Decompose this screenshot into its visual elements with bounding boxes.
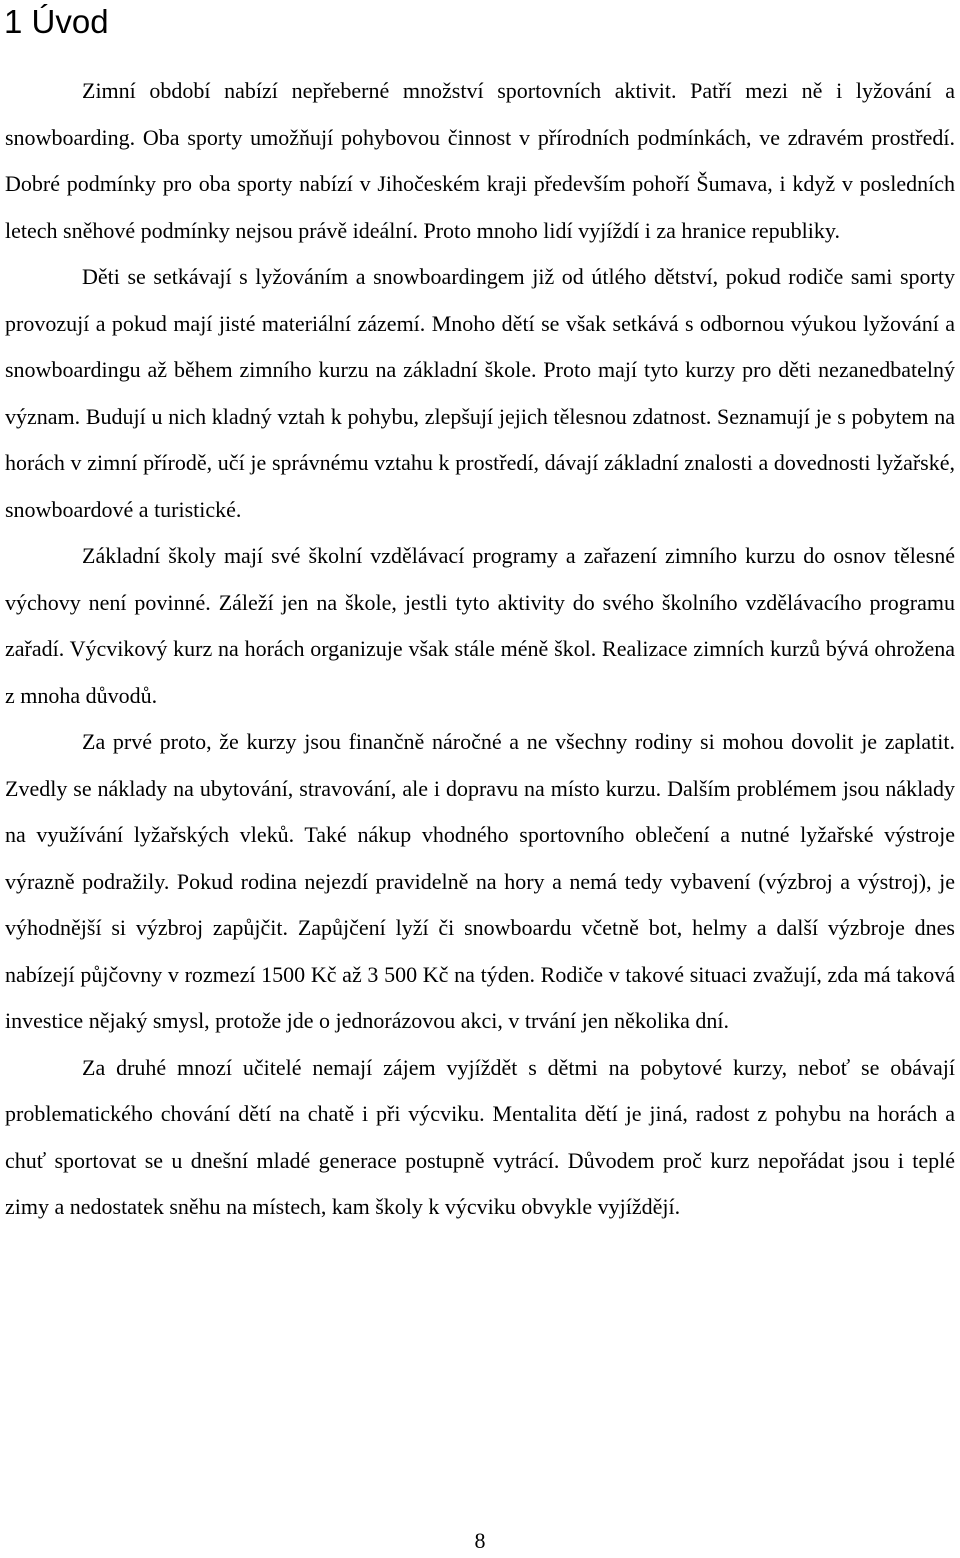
body-text bbox=[5, 68, 955, 1231]
page-number: 8 bbox=[474, 1528, 486, 1553]
paragraph-children-experience: Děti se setkávají s lyžováním a snowboardingem již od útlého dětství, pokud rodiče sami sporty provozují a pokud mají jisté materiální zázemí. Mnoho dětí se však setkává s odbornou výukou lyžování a snowboardingu až během zimního kurzu na základní škole. Proto mají tyto kurzy pro děti nezanedbatelný význam. Budují u nich kladný vztah k pohybu, zlepšují jejich tělesnou zdatnost. Seznamují je s pobytem na horách v zimní přírodě, učí je správnému vztahu k prostředí, dávají základní znalosti a dovednosti lyžařské, snowboardové a turistické. bbox=[5, 264, 955, 522]
paragraph-teacher-reasons: Za druhé mnozí učitelé nemají zájem vyjíždět s dětmi na pobytové kurzy, neboť se obávají problematického chování dětí na chatě i při výcviku. Mentalita dětí je jiná, radost z pohybu na horách a chuť sportovat se u dnešní mladé generace postupně vytrácí. Důvodem proč kurz nepořádat jsou i teplé zimy a nedostatek sněhu na místech, kam školy k výcviku obvykle vyjíždějí. bbox=[5, 1054, 955, 1219]
paragraph-introduction: Zimní období nabízí nepřeberné množství sportovních aktivit. Patří mezi ně i lyžování a snowboarding. Oba sporty umožňují pohybovou činnost v přírodních podmínkách, ve zdravém prostředí. Dobré podmínky pro oba sporty nabízí v Jihočeském kraji především pohoří Šumava, i když v posledních letech sněhové podmínky nejsou právě ideální. Proto mnoho lidí vyjíždí i za hranice republiky. bbox=[5, 78, 955, 243]
paragraph-financial-reasons: Za prvé proto, že kurzy jsou finančně náročné a ne všechny rodiny si mohou dovolit je zaplatit. Zvedly se náklady na ubytování, stravování, ale i dopravu na místo kurzu. Dalším problémem jsou náklady na využívání lyžařských vleků. Také nákup vhodného sportovního oblečení a nutné lyžařské výstroje výrazně podražily. Pokud rodina nejezdí pravidelně na hory a nemá tedy vybavení (výzbroj a výstroj), je výhodnější si výzbroj zapůjčit. Zapůjčení lyží či snowboardu včetně bot, helmy a další výzbroje dnes nabízejí půjčovny v rozmezí 1500 Kč až 3 500 Kč na týden. Rodiče v takové situaci zvažují, zda má taková investice nějaký smysl, protože jde o jednorázovou akci, v trvání jen několika dní. bbox=[5, 729, 955, 1033]
paragraph-school-programs: Základní školy mají své školní vzdělávací programy a zařazení zimního kurzu do osnov tělesné výchovy není povinné. Záleží jen na škole, jestli tyto aktivity do svého školního vzdělávacího programu zařadí. Výcvikový kurz na horách organizuje však stále méně škol. Realizace zimních kurzů bývá ohrožena z mnoha důvodů. bbox=[5, 543, 955, 708]
section-heading: 1 Úvod bbox=[4, 3, 109, 40]
